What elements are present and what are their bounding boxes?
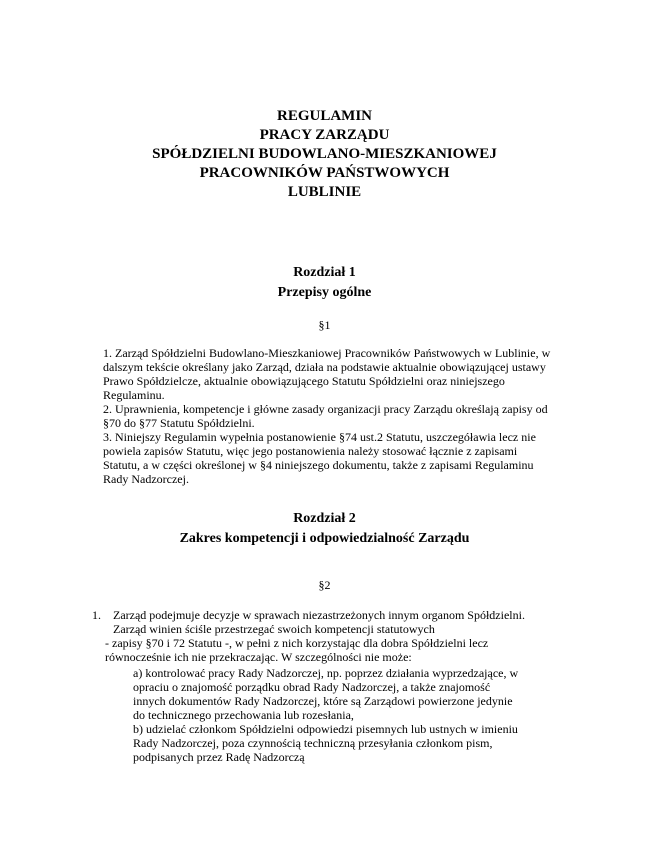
chapter-2-sub-list xyxy=(133,666,518,764)
sub-item-line: b) udzielać członkom Spółdzielni odpowiedzi pisemnych lub ustnych w imieniu xyxy=(133,722,518,736)
body-line: powiela zapisów Statutu, więc jego postanowienia należy stosować łącznie z zapisami xyxy=(103,444,518,458)
sub-item-line: podpisanych przez Radę Nadzorczą xyxy=(133,750,305,764)
sub-item-line: a) kontrolować pracy Rady Nadzorczej, np. poprzez działania wyprzedzające, w xyxy=(133,666,519,680)
chapter-subtitle: Przepisy ogólne xyxy=(277,285,372,300)
body-line: dalszym tekście określany jako Zarząd, działa na podstawie aktualnie obowiązującej ustawy xyxy=(103,360,546,374)
document-title xyxy=(0,107,649,202)
body-line: równocześnie ich nie przekraczając. W szczególności nie może: xyxy=(105,650,412,664)
chapter-number: Rozdział 1 xyxy=(293,265,356,280)
body-line: 3. Niniejszy Regulamin wypełnia postanowienie §74 ust.2 Statutu, uszczegóławia lecz nie xyxy=(103,430,536,444)
body-line: Zarząd podejmuje decyzje w sprawach niezastrzeżonych innym organom Spółdzielni. xyxy=(113,608,525,622)
sub-item-line: Rady Nadzorczej, poza czynnością techniczną przesyłania członkom pism, xyxy=(133,736,493,750)
title-line: PRACY ZARZĄDU xyxy=(259,127,390,143)
sub-item-line: innych dokumentów Rady Nadzorczej, które są Zarządowi powierzone jedynie xyxy=(133,694,513,708)
body-line: Rady Nadzorczej. xyxy=(103,472,189,486)
chapter-1-body xyxy=(103,346,550,486)
section-mark-2: §2 xyxy=(318,578,331,592)
section-mark-1: §1 xyxy=(318,318,331,332)
body-line: - zapisy §70 i 72 Statutu -, w pełni z nich korzystając dla dobra Spółdzielni lecz xyxy=(105,636,489,650)
body-line: Zarząd winien ściśle przestrzegać swoich kompetencji statutowych xyxy=(113,622,435,636)
title-line: SPÓŁDZIELNI BUDOWLANO-MIESZKANIOWEJ xyxy=(152,146,497,162)
body-line: §70 do §77 Statutu Spółdzielni. xyxy=(103,416,255,430)
chapter-1-heading xyxy=(0,263,649,303)
body-line: 1. Zarząd Spółdzielni Budowlano-Mieszkaniowej Pracowników Państwowych w Lublinie, w xyxy=(103,346,551,360)
chapter-2-heading xyxy=(0,509,649,549)
sub-item-line: do technicznego przechowania lub rozesłania, xyxy=(133,708,354,722)
title-line: LUBLINIE xyxy=(287,184,362,200)
body-line: Prawo Spółdzielcze, aktualnie obowiązującego Statutu Spółdzielni oraz niniejszego xyxy=(103,374,505,388)
body-line: Regulaminu. xyxy=(103,388,165,402)
item-1-number: 1. xyxy=(92,608,101,622)
title-line: REGULAMIN xyxy=(276,108,372,124)
title-line: PRACOWNIKÓW PAŃSTWOWYCH xyxy=(199,165,450,181)
sub-item-line: opraciu o znajomość porządku obrad Rady Nadzorczej, a także znajomość xyxy=(133,680,491,694)
body-line: Statutu, a w części określonej w §4 niniejszego dokumentu, także z zapisami Regulaminu xyxy=(103,458,534,472)
chapter-subtitle: Zakres kompetencji i odpowiedzialność Zarządu xyxy=(179,531,470,546)
chapter-number: Rozdział 2 xyxy=(293,511,356,526)
body-line: 2. Uprawnienia, kompetencje i główne zasady organizacji pracy Zarządu określają zapisy od xyxy=(103,402,548,416)
chapter-2-item-1 xyxy=(105,608,525,664)
